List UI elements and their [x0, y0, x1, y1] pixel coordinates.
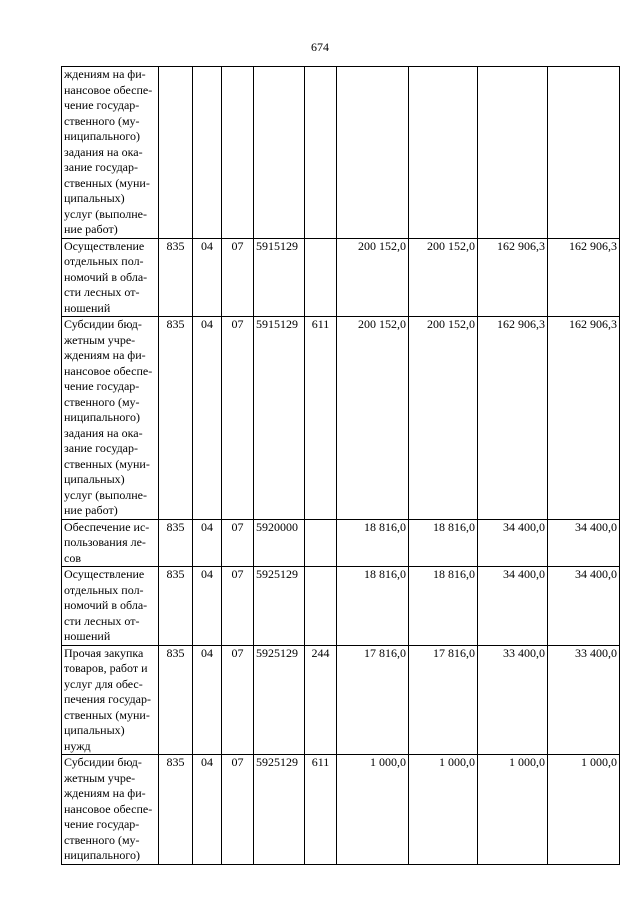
value-4: 162 906,3	[548, 238, 620, 317]
article-code: 5915129	[254, 317, 305, 520]
value-2: 18 816,0	[409, 567, 478, 646]
value-2: 1 000,0	[409, 755, 478, 865]
expense-type-code: 611	[305, 317, 337, 520]
value-4: 34 400,0	[548, 519, 620, 567]
row-name: Обеспечение ис- пользования ле- сов	[62, 519, 159, 567]
expense-type-code	[305, 567, 337, 646]
value-4: 33 400,0	[548, 645, 620, 755]
subsection-code: 07	[222, 755, 254, 865]
row-name: Осуществление отдельных пол- номочий в обла- сти лесных от- ношений	[62, 567, 159, 646]
value-3: 162 906,3	[478, 317, 548, 520]
article-code: 5920000	[254, 519, 305, 567]
section-code: 04	[193, 645, 222, 755]
subsection-code: 07	[222, 519, 254, 567]
article-code: 5925129	[254, 755, 305, 865]
ministry-code: 835	[159, 238, 193, 317]
table-row	[62, 755, 620, 865]
value-3: 1 000,0	[478, 755, 548, 865]
subsection-code: 07	[222, 567, 254, 646]
value-1: 200 152,0	[337, 238, 409, 317]
row-name: Субсидии бюд- жетным учре- ждениям на фи- нансовое обеспе- чение государ- ственного (му- ниципального) задания на ока- зание государ- ственных (муни- ципальных) услуг (выполне- ние работ)	[62, 317, 159, 520]
section-code: 04	[193, 238, 222, 317]
value-2	[409, 67, 478, 239]
value-4: 162 906,3	[548, 317, 620, 520]
article-code	[254, 67, 305, 239]
subsection-code: 07	[222, 238, 254, 317]
value-3	[478, 67, 548, 239]
value-3: 34 400,0	[478, 519, 548, 567]
value-3: 34 400,0	[478, 567, 548, 646]
article-code: 5915129	[254, 238, 305, 317]
value-4: 1 000,0	[548, 755, 620, 865]
value-1: 17 816,0	[337, 645, 409, 755]
value-2: 200 152,0	[409, 317, 478, 520]
article-code: 5925129	[254, 645, 305, 755]
section-code	[193, 67, 222, 239]
table-row	[62, 317, 620, 520]
ministry-code	[159, 67, 193, 239]
value-2: 18 816,0	[409, 519, 478, 567]
article-code: 5925129	[254, 567, 305, 646]
ministry-code: 835	[159, 755, 193, 865]
expense-type-code: 244	[305, 645, 337, 755]
value-1: 18 816,0	[337, 567, 409, 646]
subsection-code	[222, 67, 254, 239]
table-row	[62, 67, 620, 239]
section-code: 04	[193, 317, 222, 520]
value-4	[548, 67, 620, 239]
expense-type-code	[305, 519, 337, 567]
expense-type-code: 611	[305, 755, 337, 865]
value-1: 1 000,0	[337, 755, 409, 865]
table-row	[62, 519, 620, 567]
ministry-code: 835	[159, 317, 193, 520]
table-row	[62, 645, 620, 755]
ministry-code: 835	[159, 567, 193, 646]
row-name: Прочая закупка товаров, работ и услуг для обес- печения государ- ственных (муни- ципальных) нужд	[62, 645, 159, 755]
value-1: 18 816,0	[337, 519, 409, 567]
section-code: 04	[193, 519, 222, 567]
row-name: Осуществление отдельных пол- номочий в обла- сти лесных от- ношений	[62, 238, 159, 317]
subsection-code: 07	[222, 317, 254, 520]
value-3: 33 400,0	[478, 645, 548, 755]
section-code: 04	[193, 755, 222, 865]
table-row	[62, 567, 620, 646]
row-name: ждениям на фи- нансовое обеспе- чение государ- ственного (му- ниципального) задания на ока- зание государ- ственных (муни- ципальных) услуг (выполне- ние работ)	[62, 67, 159, 239]
page-number: 674	[311, 40, 329, 54]
value-1: 200 152,0	[337, 317, 409, 520]
value-2: 17 816,0	[409, 645, 478, 755]
value-3: 162 906,3	[478, 238, 548, 317]
subsection-code: 07	[222, 645, 254, 755]
expense-type-code	[305, 238, 337, 317]
value-4: 34 400,0	[548, 567, 620, 646]
table-row	[62, 238, 620, 317]
budget-table	[61, 66, 620, 865]
section-code: 04	[193, 567, 222, 646]
ministry-code: 835	[159, 645, 193, 755]
expense-type-code	[305, 67, 337, 239]
value-2: 200 152,0	[409, 238, 478, 317]
row-name: Субсидии бюд- жетным учре- ждениям на фи- нансовое обеспе- чение государ- ственного (му- ниципального)	[62, 755, 159, 865]
value-1	[337, 67, 409, 239]
ministry-code: 835	[159, 519, 193, 567]
